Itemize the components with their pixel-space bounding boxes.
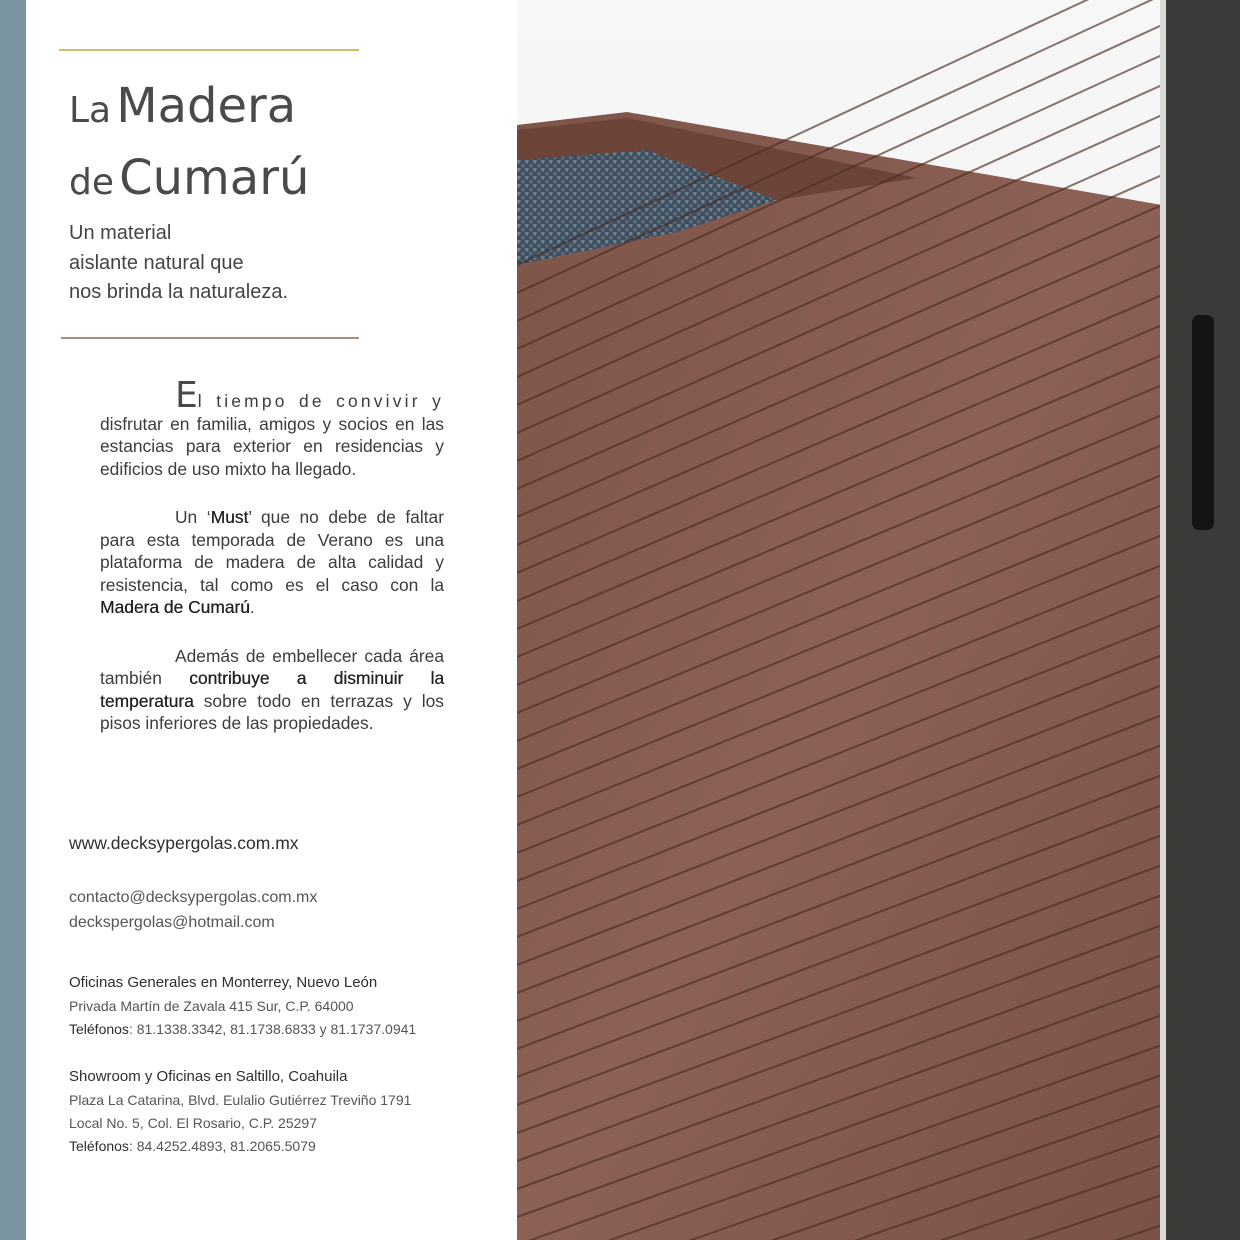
subtitle-line: Un material bbox=[69, 222, 172, 244]
paragraph-2: Un ‘Must’ que no debe de faltar para esta temporada de Verano es una plataforma de madera de alta calidad y resistencia, tal como es el caso con la Madera de Cumarú. bbox=[100, 507, 444, 617]
window-frame-edge bbox=[1160, 0, 1166, 1240]
contact-emails bbox=[69, 885, 317, 935]
office-address: Privada Martín de Zavala 415 Sur, C.P. 64000 bbox=[69, 998, 354, 1014]
website-link[interactable]: www.decksypergolas.com.mx bbox=[69, 833, 299, 853]
wood-deck-photo bbox=[517, 0, 1162, 1240]
drop-cap: E bbox=[175, 375, 198, 416]
article-body bbox=[100, 375, 444, 761]
paragraph-3: Además de embellecer cada área también contribuye a disminuir la temperatura sobre todo en terrazas y los pisos inferiores de las propiedades. bbox=[100, 645, 444, 733]
page-title bbox=[69, 78, 310, 214]
subtitle-line: nos brinda la naturaleza. bbox=[69, 281, 289, 303]
title-line-2: de Cumarú bbox=[69, 150, 310, 206]
office-heading: Oficinas Generales en Monterrey, Nuevo León bbox=[69, 974, 378, 991]
office-address: Local No. 5, Col. El Rosario, C.P. 25297 bbox=[69, 1115, 317, 1131]
top-divider bbox=[59, 49, 359, 51]
window-frame bbox=[1162, 0, 1240, 1240]
office-phones: Teléfonos: 81.1338.3342, 81.1738.6833 y 81.1737.0941 bbox=[69, 1021, 417, 1037]
deck-illustration bbox=[517, 0, 1162, 1240]
paragraph-1: El tiempo de convivir y disfrutar en familia, amigos y socios en las estancias para exterior en residencias y edificios de uso mixto ha llegado. bbox=[100, 375, 444, 479]
email-link[interactable]: contacto@decksypergolas.com.mx bbox=[69, 889, 318, 906]
office-saltillo bbox=[69, 1065, 411, 1158]
middle-divider bbox=[61, 337, 359, 339]
subtitle-line: aislante natural que bbox=[69, 251, 244, 274]
office-address: Plaza La Catarina, Blvd. Eulalio Gutiérrez Treviño 1791 bbox=[69, 1092, 412, 1108]
title-line-1: La Madera bbox=[69, 78, 297, 134]
email-link[interactable]: deckspergolas@hotmail.com bbox=[69, 914, 275, 931]
office-phones: Teléfonos: 84.4252.4893, 81.2065.5079 bbox=[69, 1138, 316, 1154]
subtitle bbox=[69, 219, 389, 308]
door-handle bbox=[1192, 315, 1214, 530]
office-heading: Showroom y Oficinas en Saltillo, Coahuila bbox=[69, 1068, 348, 1085]
office-monterrey bbox=[69, 971, 416, 1041]
left-color-stripe bbox=[0, 0, 26, 1240]
